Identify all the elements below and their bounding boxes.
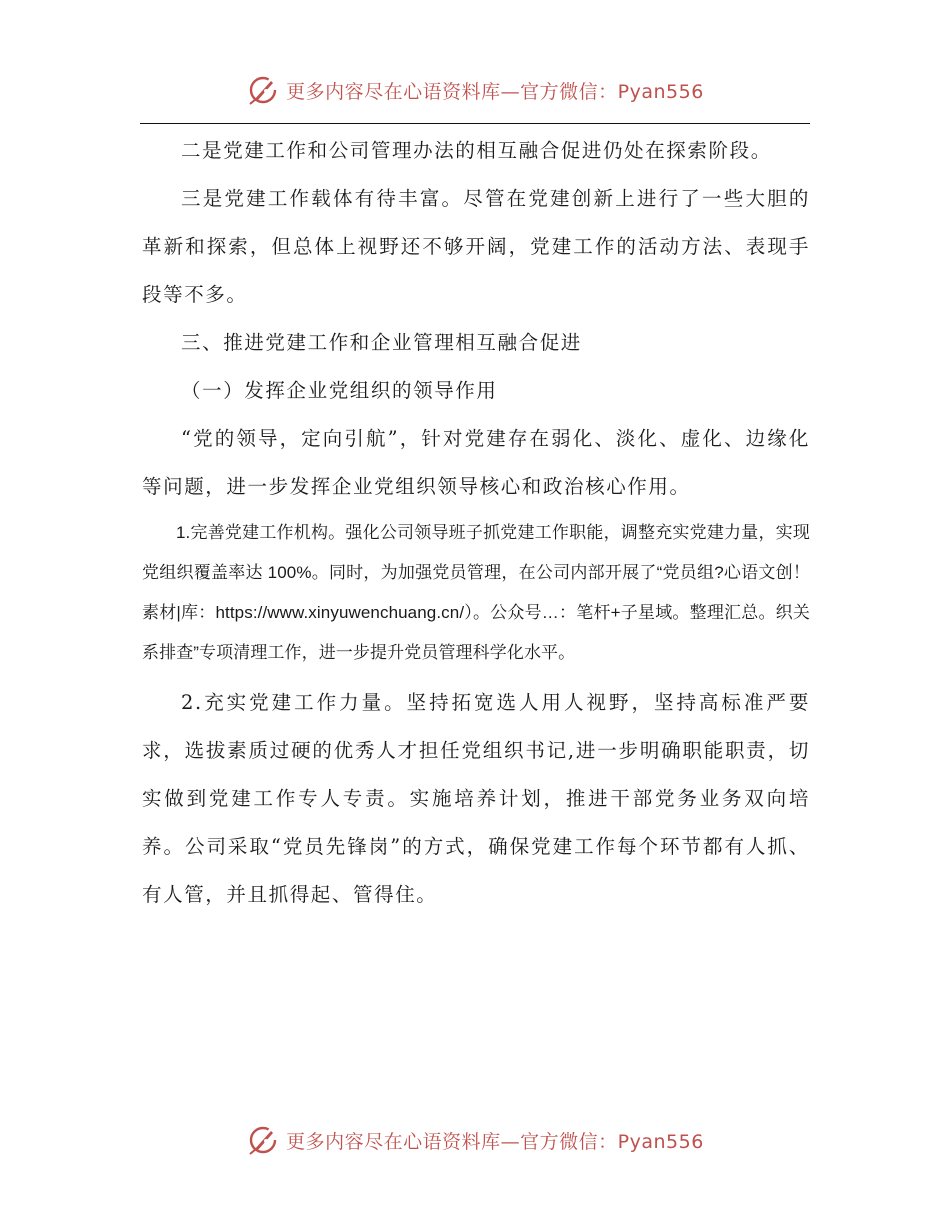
section-heading-three: 三、推进党建工作和企业管理相互融合促进 [181, 331, 582, 354]
header-banner-text: 更多内容尽在心语资料库—官方微信：Pyan556 [286, 80, 704, 103]
paragraph-issue-two: 二是党建工作和公司管理办法的相互融合促进仍处在探索阶段。 [181, 139, 772, 162]
header-rule [140, 123, 810, 124]
subsection-heading-one: （一）发挥企业党组织的领导作用 [181, 379, 498, 402]
paragraph-item-two: 2.充实党建工作力量。坚持拓宽选人用人视野，坚持高标准严要求，选拔素质过硬的优秀人才担任党组织书记,进一步明确职能职责，切实做到党建工作专人专责。实施培养计划，推进干部党务业务双向培养。公司采取“党员先锋岗”的方式，确保党建工作每个环节都有人抓、有人管，并且抓得起、管得住。 [142, 691, 810, 906]
page-footer-banner [0, 1122, 950, 1158]
paragraph-item-one: 1.完善党建工作机构。强化公司领导班子抓党建工作职能，调整充实党建力量，实现党组织覆盖率达 100%。同时，为加强党员管理，在公司内部开展了“党员组?心语文创！素材|库：https://www.xinyuwenchuang.cn/）。公众号…：笔杆+子星域。整理汇总。织关系排查”专项清理工作，进一步提升党员管理科学化水平。 [142, 523, 810, 662]
wechat-id: Pyan556 [617, 80, 704, 103]
document-body [142, 127, 810, 919]
page-header-banner [0, 72, 950, 108]
quill-seal-logo-icon [246, 1123, 280, 1157]
quill-seal-logo-icon [246, 73, 280, 107]
wechat-id: Pyan556 [617, 1130, 704, 1153]
paragraph-party-leadership: “党的领导，定向引航”，针对党建存在弱化、淡化、虚化、边缘化等问题，进一步发挥企业党组织领导核心和政治核心作用。 [142, 427, 810, 498]
paragraph-issue-three: 三是党建工作载体有待丰富。尽管在党建创新上进行了一些大胆的革新和探索，但总体上视野还不够开阔，党建工作的活动方法、表现手段等不多。 [142, 187, 810, 306]
footer-banner-text: 更多内容尽在心语资料库—官方微信：Pyan556 [286, 1130, 704, 1153]
